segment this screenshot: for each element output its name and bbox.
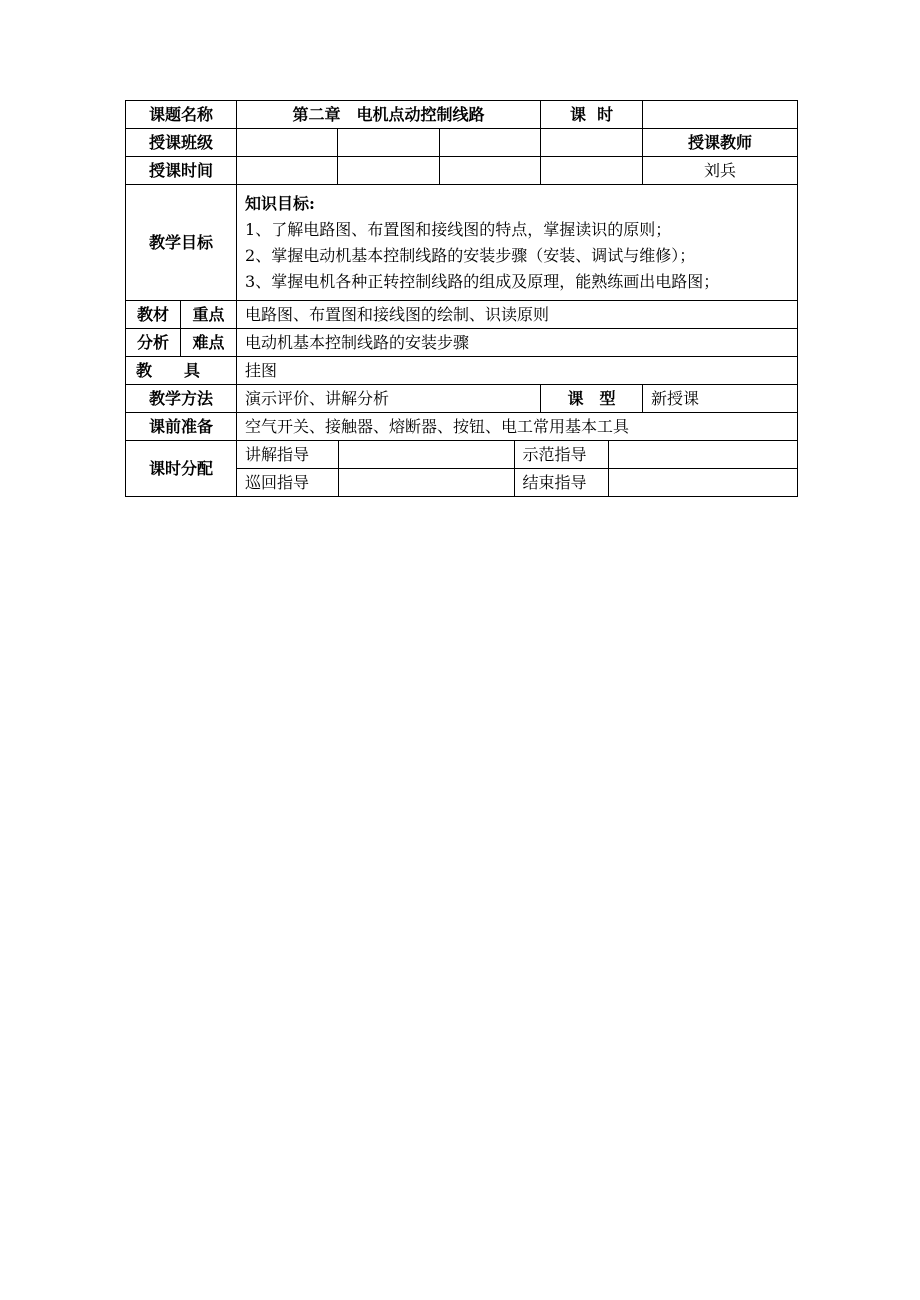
prep-row <box>126 413 798 441</box>
allocation-label: 课时分配 <box>126 441 237 497</box>
key-point-row <box>126 301 798 329</box>
allocation-item: 结束指导 <box>514 469 608 497</box>
tools-value: 挂图 <box>237 357 798 385</box>
time-cell-3 <box>440 157 541 185</box>
class-row <box>126 129 798 157</box>
allocation-item: 巡回指导 <box>237 469 338 497</box>
objectives-content <box>237 185 798 301</box>
teacher-name: 刘兵 <box>643 157 798 185</box>
method-value: 演示评价、讲解分析 <box>237 385 541 413</box>
key-point-value: 电路图、布置图和接线图的绘制、识读原则 <box>237 301 798 329</box>
topic-row <box>126 101 798 129</box>
allocation-item: 讲解指导 <box>237 441 338 469</box>
class-cell-2 <box>338 129 440 157</box>
allocation-item: 示范指导 <box>514 441 608 469</box>
allocation-blank <box>608 441 797 469</box>
teacher-label: 授课教师 <box>643 129 798 157</box>
objective-item: 2、掌握电动机基本控制线路的安装步骤（安装、调试与维修）； <box>245 245 696 265</box>
lesson-type-value: 新授课 <box>643 385 798 413</box>
objectives-label: 教学目标 <box>126 185 237 301</box>
topic-label: 课题名称 <box>126 101 237 129</box>
lesson-plan-sheet <box>125 100 798 497</box>
difficult-point-label: 难点 <box>181 329 237 357</box>
method-label: 教学方法 <box>126 385 237 413</box>
class-cell-1 <box>237 129 338 157</box>
objective-item: 1、了解电路图、布置图和接线图的特点，掌握读识的原则； <box>245 219 672 239</box>
difficult-point-row <box>126 329 798 357</box>
prep-value: 空气开关、接触器、熔断器、按钮、电工常用基本工具 <box>237 413 798 441</box>
tools-row <box>126 357 798 385</box>
tools-label: 教 具 <box>126 357 237 385</box>
analysis-label-a: 教材 <box>126 301 181 329</box>
objectives-heading: 知识目标: <box>245 193 315 213</box>
time-row <box>126 157 798 185</box>
hours-value <box>643 101 798 129</box>
method-row <box>126 385 798 413</box>
time-cell-2 <box>338 157 440 185</box>
class-label: 授课班级 <box>126 129 237 157</box>
lesson-plan-table <box>125 100 798 497</box>
allocation-grid <box>237 441 797 496</box>
allocation-blank <box>608 469 797 497</box>
prep-label: 课前准备 <box>126 413 237 441</box>
objectives-row <box>126 185 798 301</box>
allocation-blank <box>338 441 514 469</box>
allocation-row <box>126 441 798 497</box>
analysis-label-b: 分析 <box>126 329 181 357</box>
allocation-grid-cell <box>237 441 798 497</box>
topic-value: 第二章 电机点动控制线路 <box>237 101 541 129</box>
objective-item: 3、掌握电机各种正转控制线路的组成及原理，能熟练画出电路图； <box>245 271 720 291</box>
class-cell-3 <box>440 129 541 157</box>
key-point-label: 重点 <box>181 301 237 329</box>
time-cell-4 <box>541 157 643 185</box>
lesson-type-label: 课 型 <box>541 385 643 413</box>
difficult-point-value: 电动机基本控制线路的安装步骤 <box>237 329 798 357</box>
time-cell-1 <box>237 157 338 185</box>
allocation-blank <box>338 469 514 497</box>
class-cell-4 <box>541 129 643 157</box>
hours-label: 课 时 <box>541 101 643 129</box>
time-label: 授课时间 <box>126 157 237 185</box>
